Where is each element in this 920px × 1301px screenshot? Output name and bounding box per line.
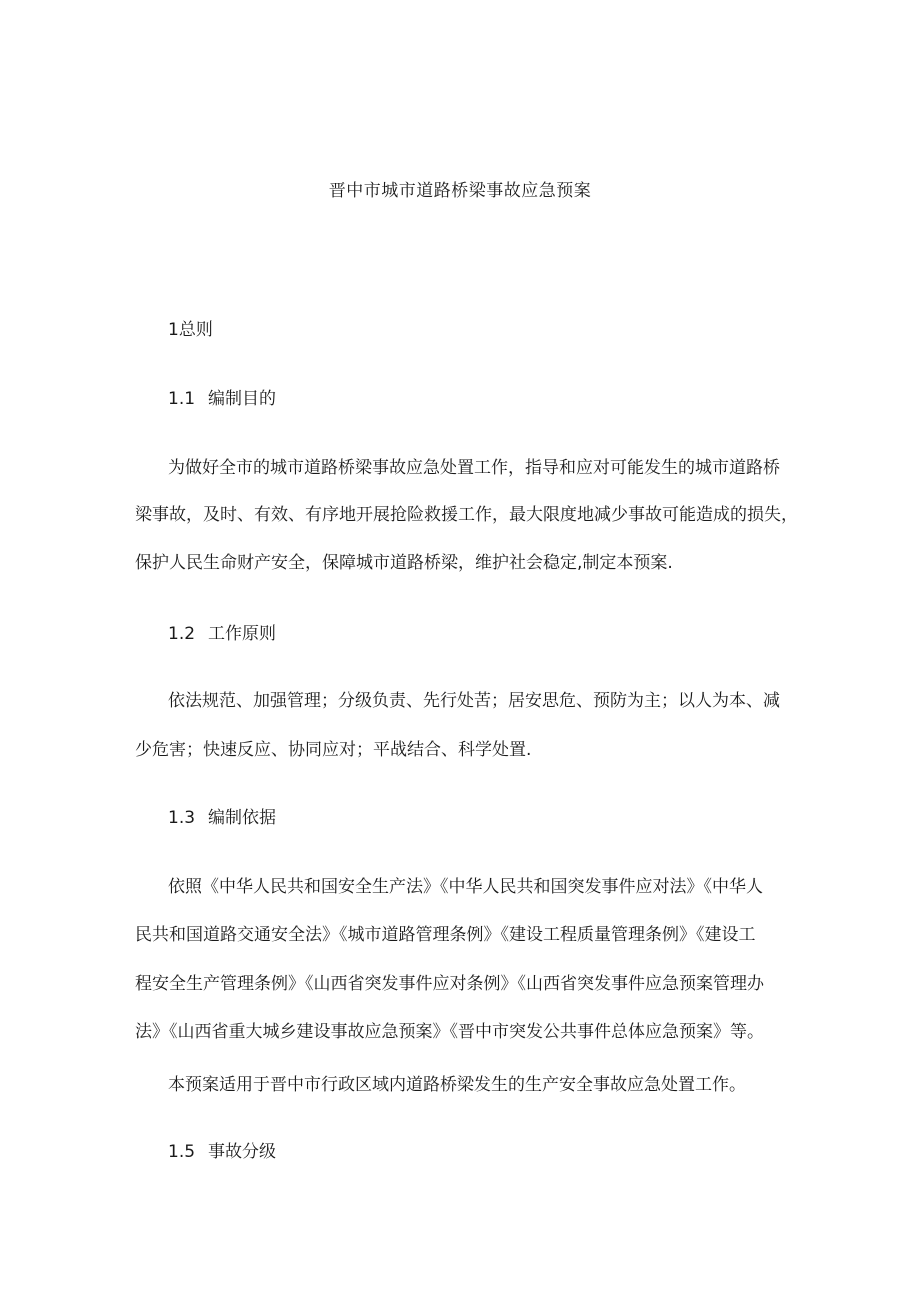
paragraph-line: 梁事故，及时、有效、有序地开展抢险救援工作，最大限度地减少事故可能造成的损失， [135,505,798,525]
section-number: 1.2 [168,624,196,644]
section-number: 1.1 [168,389,196,409]
paragraph-line: 为做好全市的城市道路桥梁事故应急处置工作，指导和应对可能发生的城市道路桥 [168,458,780,478]
paragraph-line: 程安全生产管理条例》《山西省突发事件应对条例》《山西省突发事件应急预案管理办 [135,974,764,994]
paragraph-line: 民共和国道路交通安全法》《城市道路管理条例》《建设工程质量管理条例》《建设工 [135,925,756,945]
paragraph-line: 法》《山西省重大城乡建设事故应急预案》《晋中市突发公共事件总体应急预案》等。 [135,1022,764,1042]
section-heading-1-3 [168,803,276,828]
section-number: 1.5 [168,1142,196,1162]
section-label: 工作原则 [208,624,276,644]
paragraph-line: 本预案适用于晋中市行政区域内道路桥梁发生的生产安全事故应急处置工作。 [168,1075,746,1095]
document-title: 晋中市城市道路桥梁事故应急预案 [328,181,592,201]
section-heading-1-2 [168,619,276,644]
section-number: 1.3 [168,808,196,828]
section-label: 编制目的 [208,389,276,409]
section-label: 编制依据 [208,808,276,828]
section-label: 事故分级 [208,1142,276,1162]
paragraph-line: 依法规范、加强管理；分级负责、先行处苦；居安思危、预防为主；以人为本、减 [168,691,780,711]
section-heading-1-1 [168,384,276,409]
paragraph-line: 依照《中华人民共和国安全生产法》《中华人民共和国突发事件应对法》《中华人 [168,877,763,897]
paragraph-line: 少危害；快速反应、协同应对；平战结合、科学处置. [135,740,532,760]
section-heading-1-5 [168,1137,276,1162]
section-heading-1: 1总则 [168,320,213,340]
paragraph-line: 保护人民生命财产安全，保障城市道路桥梁，维护社会稳定,制定本预案. [135,553,673,573]
